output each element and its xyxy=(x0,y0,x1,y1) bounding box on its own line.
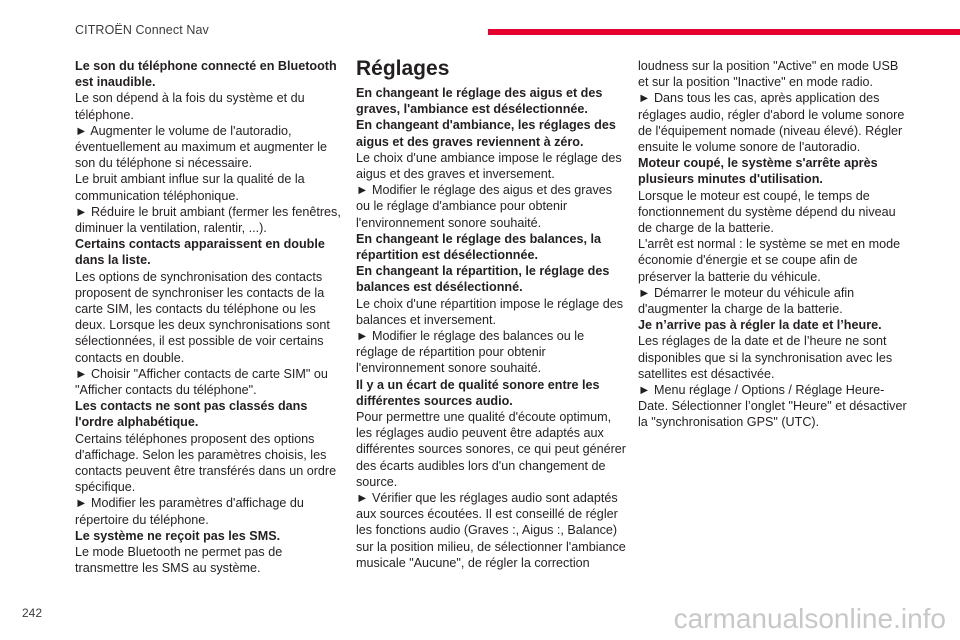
body-paragraph: Certains téléphones proposent des options d'affichage. Selon les paramètres choisis, les contacts peuvent être transférés dans un ordre spécifique. xyxy=(75,431,337,495)
question-heading: Il y a un écart de qualité sonore entre les différentes sources audio. xyxy=(356,377,600,408)
body-paragraph: ► Augmenter le volume de l'autoradio, éventuellement au maximum et augmenter le son du téléphone si nécessaire. xyxy=(75,123,328,171)
header-accent-bar xyxy=(488,29,960,35)
body-paragraph: Le son dépend à la fois du système et du téléphone. xyxy=(75,91,305,122)
body-paragraph: ► Vérifier que les réglages audio sont adaptés aux sources écoutées. Il est conseillé de régler les fonctions audio (Graves :, Aigus :, Balance) sur la position milieu, de sélectionner l'ambiance musicale "Aucune", de régler la correction xyxy=(356,491,626,570)
text-column-2 xyxy=(356,56,626,571)
question-heading: Le son du téléphone connecté en Bluetooth est inaudible. xyxy=(75,59,337,90)
body-paragraph: Le choix d'une ambiance impose le réglage des aigus et des graves et inversement. xyxy=(356,150,622,182)
question-heading: Le système ne reçoit pas les SMS. xyxy=(75,528,281,543)
text-column-3 xyxy=(638,58,908,431)
header-title: CITROËN Connect Nav xyxy=(75,23,209,37)
question-heading: En changeant le réglage des balances, la répartition est désélectionnée. xyxy=(356,231,601,263)
question-heading: Les contacts ne sont pas classés dans l'ordre alphabétique. xyxy=(75,399,308,430)
body-paragraph: ► Menu réglage / Options / Réglage Heure-Date. Sélectionner l’onglet "Heure" et désactiver la "synchronisation GPS" (UTC). xyxy=(638,383,907,430)
body-paragraph: Le choix d'une répartition impose le réglage des balances et inversement. xyxy=(356,296,624,327)
body-paragraph: ► Démarrer le moteur du véhicule afin d'augmenter la charge de la batterie. xyxy=(638,285,855,317)
page-number: 242 xyxy=(22,606,43,620)
body-paragraph: L'arrêt est normal : le système se met en mode économie d'énergie et se coupe afin de préserver la batterie du véhicule. xyxy=(638,237,901,284)
question-heading: En changeant le réglage des aigus et des graves, l'ambiance est désélectionnée. xyxy=(356,86,603,117)
body-paragraph: ► Réduire le bruit ambiant (fermer les fenêtres, diminuer la ventilation, ralentir, ...). xyxy=(75,204,341,236)
body-paragraph: Les réglages de la date et de l’heure ne sont disponibles que si la synchronisation avec les satellites est désactivée. xyxy=(638,334,893,381)
body-paragraph: ► Modifier le réglage des balances ou le réglage de répartition pour obtenir l'environnement sonore souhaité. xyxy=(356,329,585,376)
body-paragraph: ► Modifier le réglage des aigus et des graves ou le réglage d'ambiance pour obtenir l'environnement sonore souhaité. xyxy=(356,183,613,230)
text-column-1 xyxy=(75,58,345,577)
body-paragraph: Les options de synchronisation des contacts proposent de synchroniser les contacts de la carte SIM, les contacts du téléphone ou les deux. Lorsque les deux synchronisations sont sélectionnées, il est possible de voir certains contacts en double. xyxy=(75,269,330,365)
body-paragraph: Lorsque le moteur est coupé, le temps de fonctionnement du système dépend du niveau de charge de la batterie. xyxy=(638,188,896,236)
question-heading: En changeant la répartition, le réglage des balances est désélectionné. xyxy=(356,264,610,295)
watermark: carmanualsonline.info xyxy=(673,603,946,634)
body-paragraph: Le mode Bluetooth ne permet pas de transmettre les SMS au système. xyxy=(75,545,283,576)
section-heading: Réglages xyxy=(356,57,450,80)
body-paragraph: ► Dans tous les cas, après application des réglages audio, régler d'abord le volume sonore de l'équipement nomade (niveau élevé). Régler ensuite le volume sonore de l'autoradio. xyxy=(638,91,905,155)
question-heading: En changeant d'ambiance, les réglages des aigus et des graves reviennent à zéro. xyxy=(356,118,616,149)
question-heading: Certains contacts apparaissent en double dans la liste. xyxy=(75,237,325,268)
question-heading: Je n’arrive pas à régler la date et l’heure. xyxy=(638,318,882,333)
question-heading: Moteur coupé, le système s'arrête après plusieurs minutes d'utilisation. xyxy=(638,156,878,187)
body-paragraph: ► Modifier les paramètres d'affichage du répertoire du téléphone. xyxy=(75,496,304,527)
body-paragraph: ► Choisir "Afficher contacts de carte SIM" ou "Afficher contacts du téléphone". xyxy=(75,366,328,398)
body-paragraph: Le bruit ambiant influe sur la qualité de la communication téléphonique. xyxy=(75,172,305,203)
body-paragraph: Pour permettre une qualité d'écoute optimum, les réglages audio peuvent être adaptés aux différentes sources sonores, ce qui peut générer des écarts audibles lors d'un changement de source. xyxy=(356,410,626,489)
body-paragraph: loudness sur la position "Active" en mode USB et sur la position "Inactive" en mode radio. xyxy=(638,59,899,90)
